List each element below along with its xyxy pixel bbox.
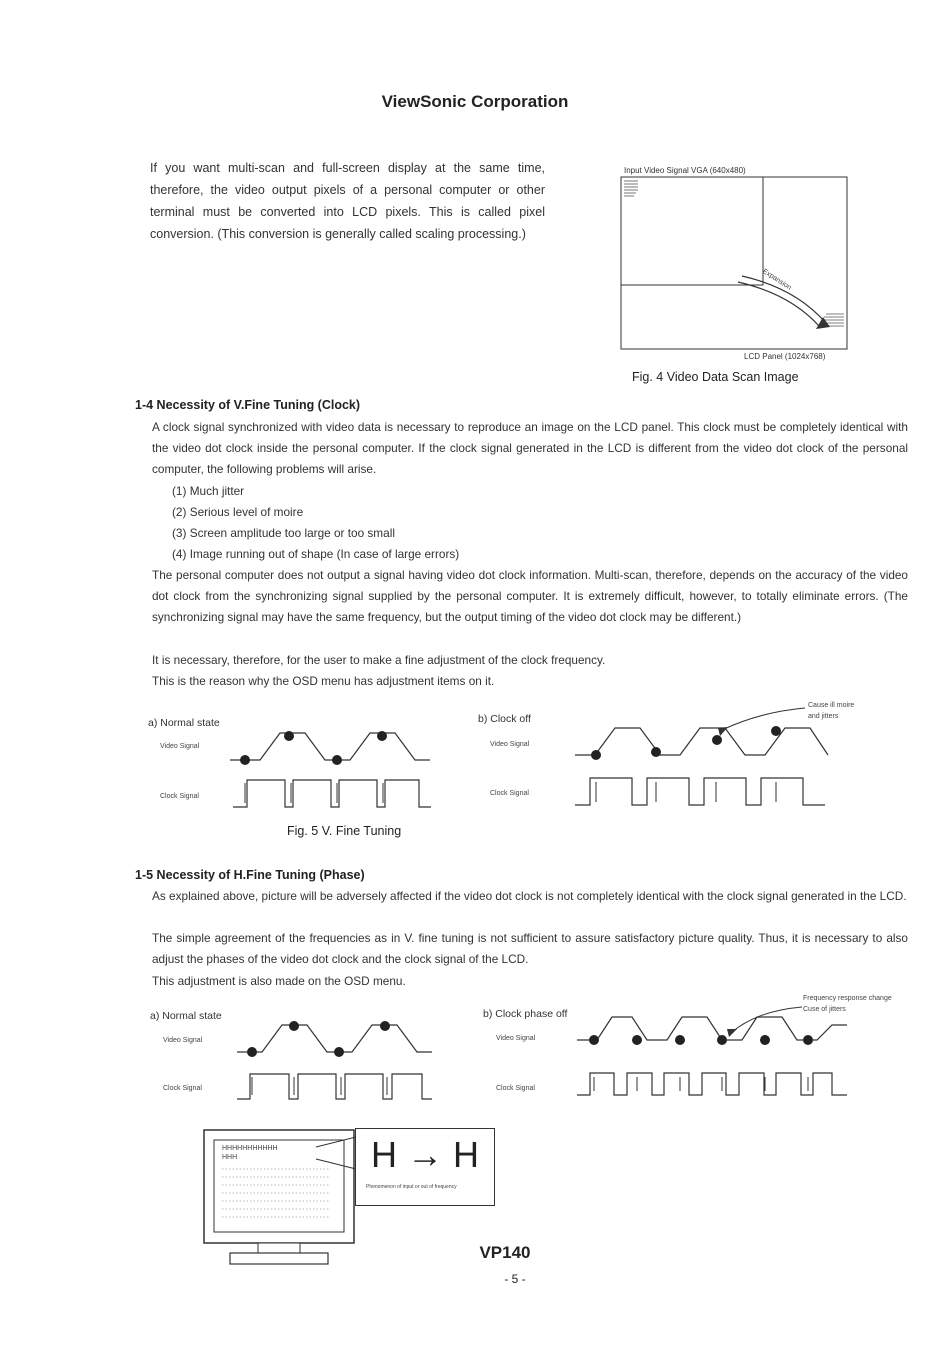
fig5b-waveform [570, 700, 830, 810]
company-title: ViewSonic Corporation [381, 92, 569, 111]
fig5b-video-label: Video Signal [490, 741, 530, 748]
fig4-lcd-label: LCD Panel (1024x768) [744, 352, 826, 361]
fig6b-video-label: Video Signal [496, 1035, 536, 1042]
intro-paragraph: If you want multi-scan and full-screen display at the same time, therefore, the video output pixels of a personal computer or other terminal must be converted into LCD pixels. This is called pixel conversion. (This conversion is generally called scaling processing.) [150, 161, 545, 241]
list-item: (3) Screen amplitude too large or too small [172, 526, 395, 540]
problems-list [172, 481, 459, 565]
section-1-4-para3: It is necessary, therefore, for the user to make a fine adjustment of the clock frequency. [152, 653, 606, 667]
fig4-diagram [620, 176, 850, 352]
fig5a-label: a) Normal state [148, 717, 220, 729]
model-name: VP140 [479, 1243, 531, 1262]
section-1-4-para2: The personal computer does not output a signal having video dot clock information. Multi-scan, therefore, depends on the accuracy of the video dot clock from the synchronizing signal supplied by the personal computer. It is extremely difficult, however, to totally eliminate errors. (The synchronizing signal may have the same frequency, but the output timing of the video dot clock may be different.) [152, 568, 908, 624]
section-1-5-heading: 1-5 Necessity of H.Fine Tuning (Phase) [135, 868, 365, 882]
fig6a-waveform [232, 1017, 442, 1107]
section-1-5-para3: This adjustment is also made on the OSD menu. [152, 974, 406, 988]
fig5b-label: b) Clock off [478, 713, 531, 725]
fig4-caption: Fig. 4 Video Data Scan Image [632, 370, 799, 384]
fig6a-video-label: Video Signal [163, 1037, 203, 1044]
list-item: (4) Image running out of shape (In case of large errors) [172, 547, 460, 561]
annotation-line: Frequency response change [803, 995, 892, 1002]
fig6a-clock-label: Clock Signal [163, 1085, 202, 1092]
zoom-text: H → H [371, 1134, 479, 1175]
page-number: - 5 - [504, 1272, 526, 1286]
annotation-line: and jitters [808, 713, 839, 720]
fig6b-waveform [572, 995, 852, 1105]
zoom-callout-lines [300, 1125, 360, 1175]
fig6b-label: b) Clock phase off [483, 1008, 568, 1020]
fig5a-video-label: Video Signal [160, 743, 200, 750]
section-1-4-heading: 1-4 Necessity of V.Fine Tuning (Clock) [135, 398, 361, 412]
fig6b-clock-label: Clock Signal [496, 1085, 535, 1092]
fig5a-waveform [225, 725, 435, 815]
list-item: (1) Much jitter [172, 484, 245, 498]
monitor-text-line2: HHH [222, 1154, 238, 1161]
annotation-line: Cause ill moire [808, 702, 855, 709]
fig4-input-label: Input Video Signal VGA (640x480) [624, 166, 746, 175]
section-1-4-para4: This is the reason why the OSD menu has adjustment items on it. [152, 674, 495, 688]
annotation-line: Cuse of jitters [803, 1006, 846, 1013]
section-1-5-para2: The simple agreement of the frequencies as in V. fine tuning is not sufficient to assure satisfactory picture quality. Thus, it is necessary to also adjust the phases of the video dot clock and the clock signal of the LCD. [152, 931, 908, 966]
monitor-text-line1: HHHHHHHHHHH [222, 1145, 278, 1152]
fig6a-label: a) Normal state [150, 1010, 222, 1022]
section-1-4-para1: A clock signal synchronized with video data is necessary to reproduce an image on the LCD panel. This clock must be completely identical with the video dot clock inside the personal computer. If the clock signal generated in the LCD is different from the video dot clock of the personal computer, the following problems will arise. [152, 420, 908, 476]
zoom-caption: Phenomenon of input or out of frequency [366, 1184, 457, 1190]
section-1-5-para1: As explained above, picture will be adversely affected if the video dot clock is not completely identical with the clock signal generated in the LCD. [152, 889, 907, 903]
list-item: (2) Serious level of moire [172, 505, 304, 519]
fig5a-clock-label: Clock Signal [160, 793, 199, 800]
fig5b-clock-label: Clock Signal [490, 790, 529, 797]
fig5-caption: Fig. 5 V. Fine Tuning [287, 824, 402, 838]
fig4-expansion-label: Expansion [761, 268, 793, 292]
